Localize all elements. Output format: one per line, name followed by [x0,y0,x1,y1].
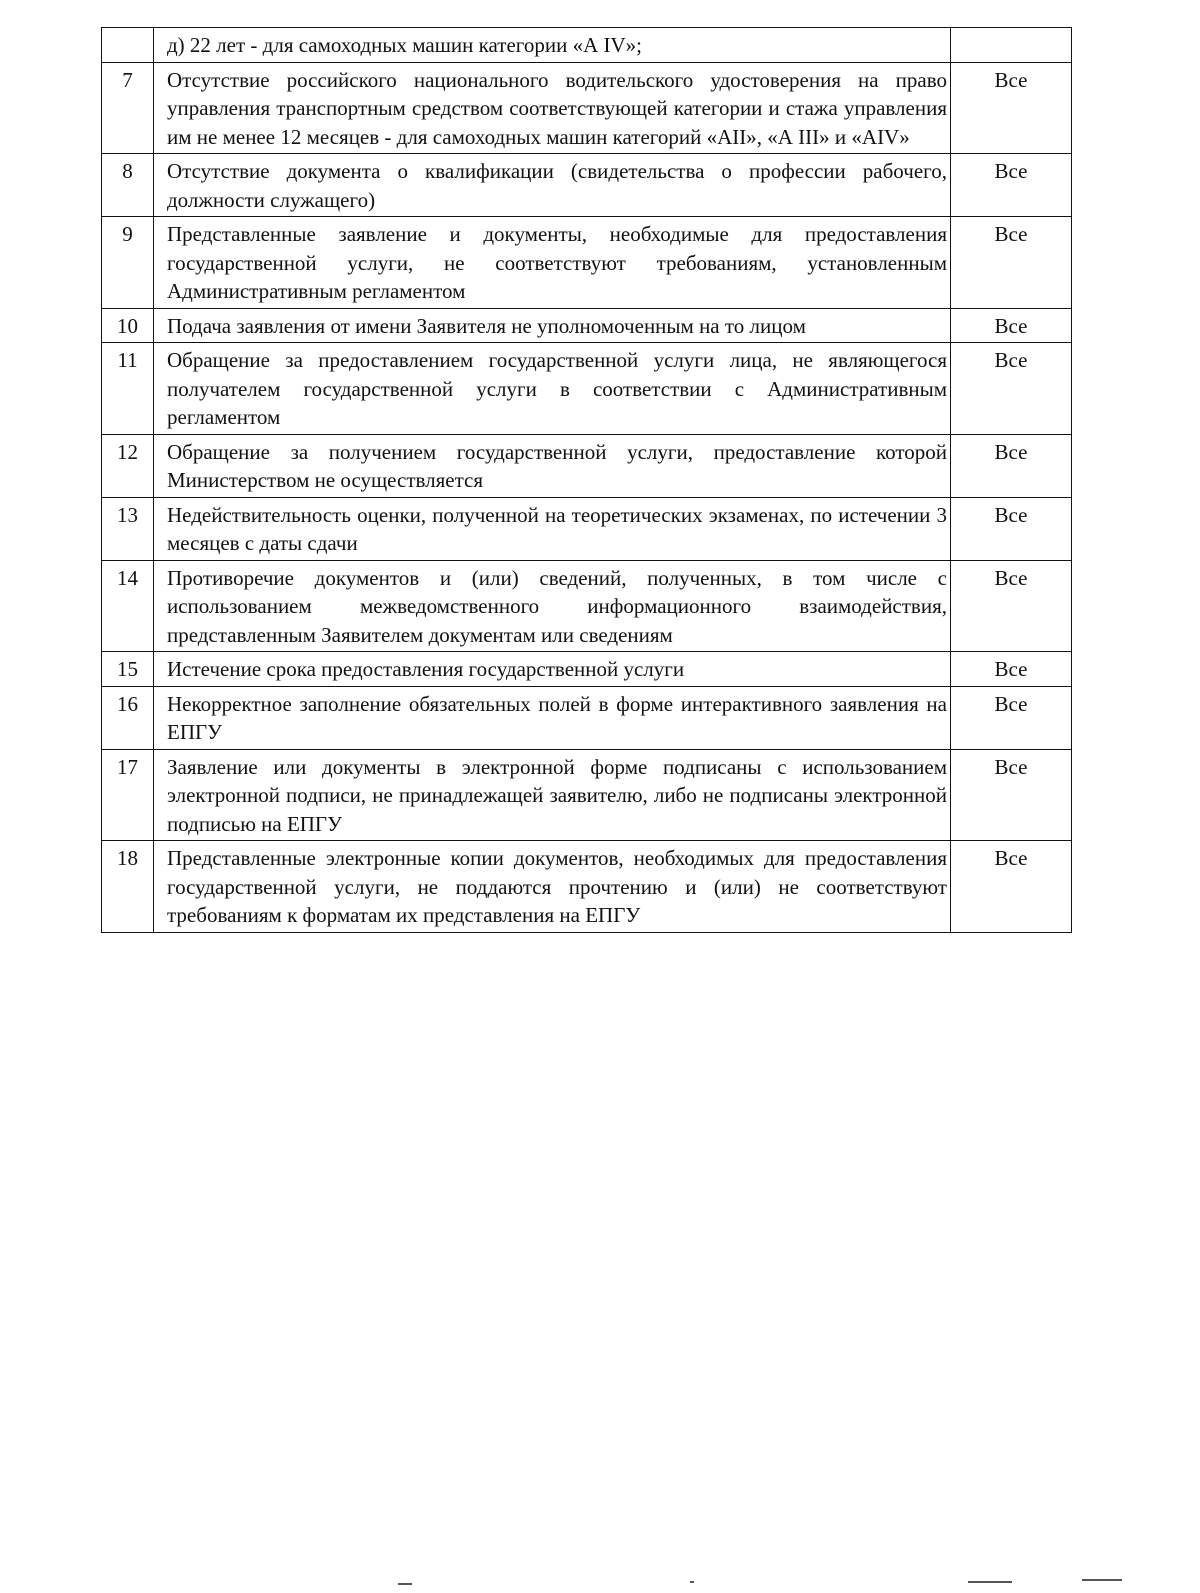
row-number: 13 [102,497,154,560]
row-text: Обращение за получением государственной услуги, предоставление которой Министерством не осуществляется [154,434,951,497]
row-applies-to [951,28,1072,63]
row-number [102,28,154,63]
table-row [102,434,1072,497]
row-applies-to: Все [951,154,1072,217]
row-text: Заявление или документы в электронной форме подписаны с использованием электронной подписи, не принадлежащей заявителю, либо не подписаны электронной подписью на ЕПГУ [154,749,951,841]
table-row [102,686,1072,749]
row-text: Некорректное заполнение обязательных полей в форме интерактивного заявления на ЕПГУ [154,686,951,749]
row-number: 14 [102,560,154,652]
row-text: Отсутствие российского национального водительского удостоверения на право управления транспортным средством соответствующей категории и стажа управления им не менее 12 месяцев - для самоходных машин категорий «АII», «А III» и «АIV» [154,62,951,154]
table-row [102,154,1072,217]
table-row [102,62,1072,154]
scan-mark [398,1583,412,1585]
row-applies-to: Все [951,686,1072,749]
table-row [102,652,1072,687]
row-number: 12 [102,434,154,497]
row-text: Обращение за предоставлением государственной услуги лица, не являющегося получателем государственной услуги в соответствии с Административным регламентом [154,343,951,435]
table-row [102,217,1072,309]
row-applies-to: Все [951,841,1072,933]
scan-mark [968,1581,1012,1583]
row-text: Противоречие документов и (или) сведений, полученных, в том числе с использованием межведомственного информационного взаимодействия, представленным Заявителем документам или сведениям [154,560,951,652]
row-applies-to: Все [951,62,1072,154]
row-applies-to: Все [951,217,1072,309]
row-applies-to: Все [951,497,1072,560]
row-number: 8 [102,154,154,217]
row-number: 7 [102,62,154,154]
scan-mark [1082,1579,1122,1581]
scan-mark [690,1581,694,1583]
grounds-table [101,27,1072,933]
table-row [102,560,1072,652]
table-row [102,28,1072,63]
row-applies-to: Все [951,652,1072,687]
table-row [102,308,1072,343]
row-applies-to: Все [951,434,1072,497]
row-text: Истечение срока предоставления государственной услуги [154,652,951,687]
row-text: Отсутствие документа о квалификации (свидетельства о профессии рабочего, должности служащего) [154,154,951,217]
row-number: 16 [102,686,154,749]
row-number: 17 [102,749,154,841]
table-row [102,497,1072,560]
row-text: д) 22 лет - для самоходных машин категории «А IV»; [154,28,951,63]
row-applies-to: Все [951,749,1072,841]
table-row [102,841,1072,933]
table-row [102,343,1072,435]
row-text: Недействительность оценки, полученной на теоретических экзаменах, по истечении 3 месяцев с даты сдачи [154,497,951,560]
row-text: Представленные электронные копии документов, необходимых для предоставления государственной услуги, не поддаются прочтению и (или) не соответствуют требованиям к форматам их представления на ЕПГУ [154,841,951,933]
row-applies-to: Все [951,343,1072,435]
row-number: 11 [102,343,154,435]
row-text: Представленные заявление и документы, необходимые для предоставления государственной услуги, не соответствуют требованиям, установленным Административным регламентом [154,217,951,309]
row-number: 15 [102,652,154,687]
row-applies-to: Все [951,560,1072,652]
row-number: 9 [102,217,154,309]
scan-artifacts [0,1575,1200,1593]
row-text: Подача заявления от имени Заявителя не уполномоченным на то лицом [154,308,951,343]
row-applies-to: Все [951,308,1072,343]
row-number: 10 [102,308,154,343]
row-number: 18 [102,841,154,933]
table-row [102,749,1072,841]
